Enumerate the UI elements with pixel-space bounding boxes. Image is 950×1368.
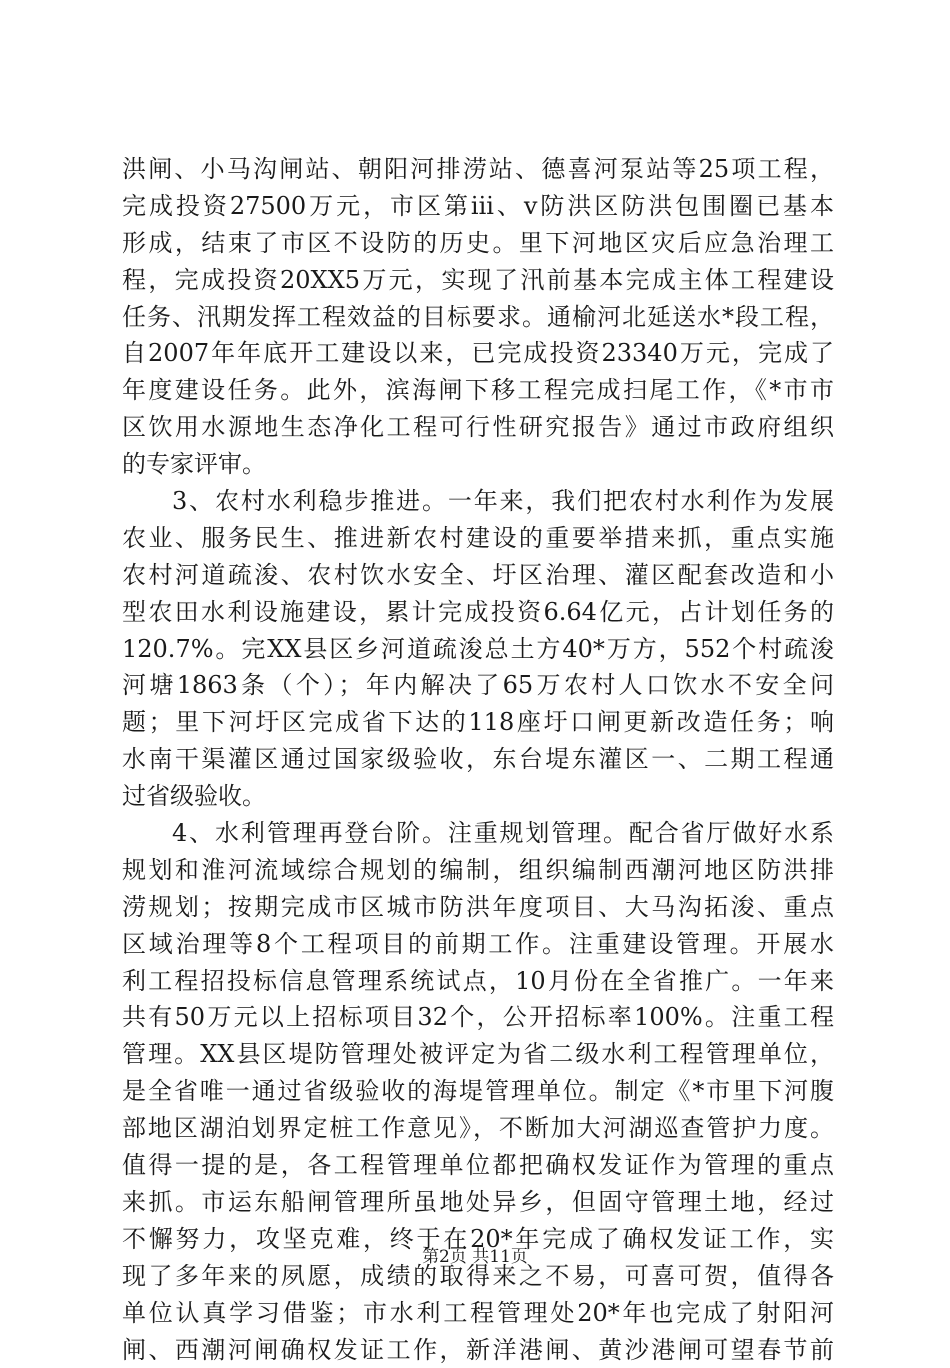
text-line: 涝规划；按期完成市区城市防洪年度项目、大马沟拓浚、重点 <box>122 889 834 926</box>
text-line: 不懈努力，攻坚克难，终于在20*年完成了确权发证工作，实 <box>122 1221 834 1258</box>
text-line: 区域治理等8个工程项目的前期工作。注重建设管理。开展水 <box>122 926 834 963</box>
text-line: 题；里下河圩区完成省下达的118座圩口闸更新改造任务；响 <box>122 704 834 741</box>
text-line: 闸、西潮河闸确权发证工作，新洋港闸、黄沙港闸可望春节前 <box>122 1332 834 1368</box>
paragraph-4-first-line: 4、水利管理再登台阶。注重规划管理。配合省厅做好水系 <box>122 815 834 852</box>
text-line: 现了多年来的夙愿，成绩的取得来之不易，可喜可贺，值得各 <box>122 1258 834 1295</box>
text-line: 完成投资27500万元，市区第iii、v防洪区防洪包围圈已基本 <box>122 188 834 225</box>
text-line: 自2007年年底开工建设以来，已完成投资23340万元，完成了 <box>122 335 834 372</box>
text-line: 来抓。市运东船闸管理所虽地处异乡，但固守管理土地，经过 <box>122 1184 834 1221</box>
document-body <box>122 151 834 1368</box>
text-line: 的专家评审。 <box>122 446 834 483</box>
text-line: 任务、汛期发挥工程效益的目标要求。通榆河北延送水*段工程， <box>122 299 834 336</box>
text-line: 农村河道疏浚、农村饮水安全、圩区治理、灌区配套改造和小 <box>122 557 834 594</box>
text-line: 区饮用水源地生态净化工程可行性研究报告》通过市政府组织 <box>122 409 834 446</box>
text-line: 120.7%。完XX县区乡河道疏浚总土方40*万方，552个村疏浚 <box>122 631 834 668</box>
text-line: 年度建设任务。此外，滨海闸下移工程完成扫尾工作，《*市市 <box>122 372 834 409</box>
text-line: 形成，结束了市区不设防的历史。里下河地区灾后应急治理工 <box>122 225 834 262</box>
text-line: 共有50万元以上招标项目32个，公开招标率100%。注重工程 <box>122 999 834 1036</box>
text-line: 单位认真学习借鉴；市水利工程管理处20*年也完成了射阳河 <box>122 1295 834 1332</box>
text-line: 程，完成投资20XX5万元，实现了汛前基本完成主体工程建设 <box>122 262 834 299</box>
text-line: 值得一提的是，各工程管理单位都把确权发证作为管理的重点 <box>122 1147 834 1184</box>
text-line: 利工程招投标信息管理系统试点，10月份在全省推广。一年来 <box>122 963 834 1000</box>
text-line: 过省级验收。 <box>122 778 834 815</box>
text-line: 农业、服务民生、推进新农村建设的重要举措来抓，重点实施 <box>122 520 834 557</box>
page-footer: 第2页 共11页 <box>0 1242 950 1267</box>
text-line: 规划和淮河流域综合规划的编制，组织编制西潮河地区防洪排 <box>122 852 834 889</box>
text-line: 洪闸、小马沟闸站、朝阳河排涝站、德喜河泵站等25项工程， <box>122 151 834 188</box>
text-line: 管理。XX县区堤防管理处被评定为省二级水利工程管理单位， <box>122 1036 834 1073</box>
text-line: 部地区湖泊划界定桩工作意见》，不断加大河湖巡查管护力度。 <box>122 1110 834 1147</box>
text-line: 是全省唯一通过省级验收的海堤管理单位。制定《*市里下河腹 <box>122 1073 834 1110</box>
text-line: 型农田水利设施建设，累计完成投资6.64亿元，占计划任务的 <box>122 594 834 631</box>
text-line: 水南干渠灌区通过国家级验收，东台堤东灌区一、二期工程通 <box>122 741 834 778</box>
text-line: 河塘1863条（个）；年内解决了65万农村人口饮水不安全问 <box>122 667 834 704</box>
paragraph-3-first-line: 3、农村水利稳步推进。一年来，我们把农村水利作为发展 <box>122 483 834 520</box>
